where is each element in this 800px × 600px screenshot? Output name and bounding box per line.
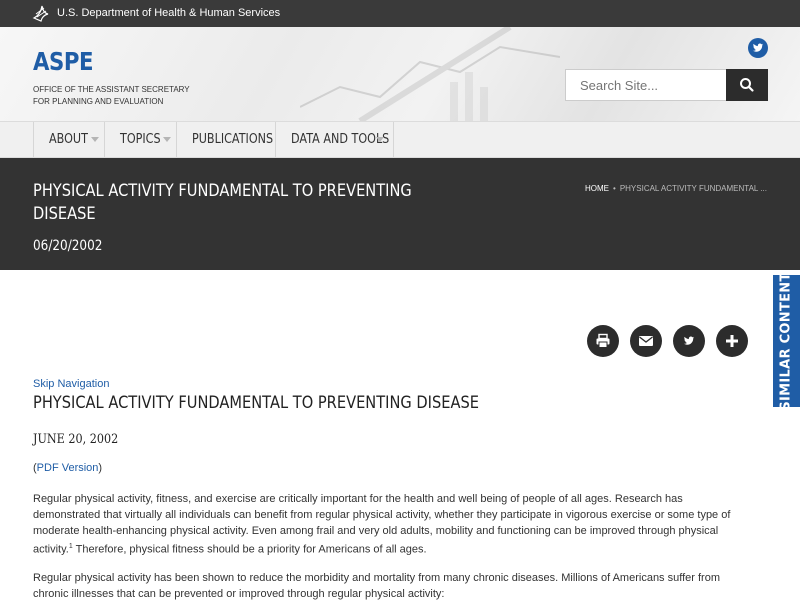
- chevron-down-icon: [163, 137, 171, 142]
- footnote-ref[interactable]: 1: [68, 543, 73, 550]
- chevron-down-icon: [376, 137, 384, 142]
- nav-item-label: DATA AND TOOLS: [291, 132, 390, 147]
- breadcrumb: [585, 184, 767, 193]
- nav-item-publications[interactable]: [177, 122, 276, 157]
- page-date: [33, 238, 114, 254]
- breadcrumb-current: PHYSICAL ACTIVITY FUNDAMENTAL ...: [619, 184, 767, 193]
- hhs-agency-link[interactable]: U.S. Department of Health & Human Services: [57, 7, 281, 19]
- twitter-follow-button[interactable]: [748, 38, 768, 58]
- search-icon: [726, 69, 768, 101]
- pdf-close-paren: ): [98, 462, 103, 474]
- aspe-subtitle-line2: FOR PLANNING AND EVALUATION: [33, 97, 164, 106]
- skip-navigation-link[interactable]: Skip Navigation: [33, 378, 110, 390]
- search-input[interactable]: [565, 69, 726, 101]
- nav-item-data-and-tools[interactable]: [276, 122, 394, 157]
- twitter-icon: [679, 331, 699, 351]
- pdf-version-line: [33, 462, 102, 474]
- pdf-version-link[interactable]: PDF Version: [36, 462, 99, 474]
- search-button[interactable]: [726, 69, 768, 101]
- paragraph-text: Therefore, physical fitness should be a priority for Americans of all ages.: [72, 543, 427, 556]
- aspe-subtitle-line1: OFFICE OF THE ASSISTANT SECRETARY: [33, 85, 190, 94]
- print-icon: [595, 333, 611, 349]
- twitter-icon: [748, 38, 768, 58]
- nav-item-about[interactable]: [33, 122, 105, 157]
- hhs-eagle-icon[interactable]: [32, 4, 50, 23]
- nav-item-label: ABOUT: [49, 132, 88, 147]
- article-paragraph-1: [33, 491, 753, 558]
- site-header: [0, 27, 800, 121]
- aspe-subtitle: [33, 84, 190, 108]
- article-date-text: JUNE 20, 2002: [33, 432, 119, 447]
- aspe-logo[interactable]: ASPE: [33, 47, 94, 76]
- header-background-graphic: [300, 27, 560, 121]
- more-share-button[interactable]: [716, 325, 748, 357]
- email-share-button[interactable]: [630, 325, 662, 357]
- chevron-down-icon: [91, 137, 99, 142]
- nav-item-label: TOPICS: [120, 132, 161, 147]
- breadcrumb-home-link[interactable]: HOME: [585, 184, 609, 193]
- article-title-text: PHYSICAL ACTIVITY FUNDAMENTAL TO PREVENTING DISEASE: [33, 393, 480, 413]
- similar-content-tab[interactable]: [773, 271, 800, 411]
- page-title: [33, 180, 433, 226]
- nav-item-topics[interactable]: [105, 122, 177, 157]
- article-paragraph-2: Regular physical activity has been shown to reduce the morbidity and mortality from many chronic diseases. Millions of Americans suffer from chronic illnesses that can be prevented or improved through regular physical activity:: [33, 572, 720, 600]
- paragraph-text: Regular physical activity, fitness, and exercise are critically important for the health and well being of people of all ages. Research has demonstrated that virtually all individuals can benefit from regular physical activity, whether they participate in vigorous exercise or some type of moderate health-enhancing physical activity. Even among frail and very old adults, mobility and functioning can be improved through physical activity.: [33, 493, 731, 556]
- twitter-share-button[interactable]: [673, 325, 705, 357]
- article-title: [33, 393, 552, 413]
- page-header-band: [0, 158, 800, 270]
- plus-icon: [724, 333, 740, 349]
- article-date: [33, 432, 132, 447]
- print-button[interactable]: [587, 325, 619, 357]
- email-icon: [638, 333, 654, 349]
- breadcrumb-separator: •: [613, 184, 616, 193]
- nav-item-label: PUBLICATIONS: [192, 132, 274, 147]
- hhs-top-bar: [0, 0, 800, 27]
- page-title-text: PHYSICAL ACTIVITY FUNDAMENTAL TO PREVENTING DISEASE: [33, 181, 412, 224]
- pdf-open-paren: (: [33, 462, 37, 474]
- similar-content-label: SIMILAR CONTENT: [779, 271, 795, 411]
- page-date-text: 06/20/2002: [33, 238, 103, 254]
- main-nav: [0, 121, 800, 158]
